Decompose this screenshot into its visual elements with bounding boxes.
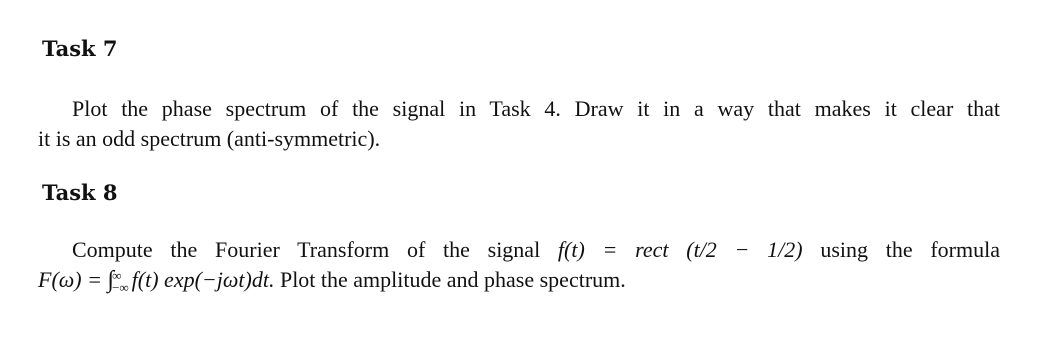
task-8-line-1-text: Compute the Fourier Transform of the signal [72, 237, 558, 262]
task-8-line-1 [38, 235, 1000, 265]
task-8-line-2-text: Plot the amplitude and phase spectrum. [274, 267, 626, 292]
task-7-line-1: Plot the phase spectrum of the signal in Task 4. Draw it in a way that makes it clear that [72, 96, 1000, 121]
signal-definition-math: f(t) = rect (t/2 − 1/2) [557, 237, 803, 262]
task-8-line-2 [38, 265, 1000, 295]
fourier-lhs-math: F(ω) = [38, 267, 108, 292]
integral-limits [112, 267, 129, 295]
fourier-integrand-math: f(t) exp(−jωt)dt. [131, 267, 275, 292]
task-8-paragraph [38, 235, 1000, 295]
task-7-paragraph [38, 94, 1000, 154]
task-8-line-1-suffix: using the formula [802, 237, 1000, 262]
integral-symbol: ∫ [107, 267, 115, 293]
task-8-heading: Task 8 [42, 180, 118, 205]
task-7-line-2: it is an odd spectrum (anti-symmetric). [38, 126, 381, 151]
integral-upper-limit: ∞ [112, 267, 122, 283]
task-7-heading: Task 7 [42, 36, 118, 61]
integral-lower-limit: −∞ [112, 279, 129, 295]
